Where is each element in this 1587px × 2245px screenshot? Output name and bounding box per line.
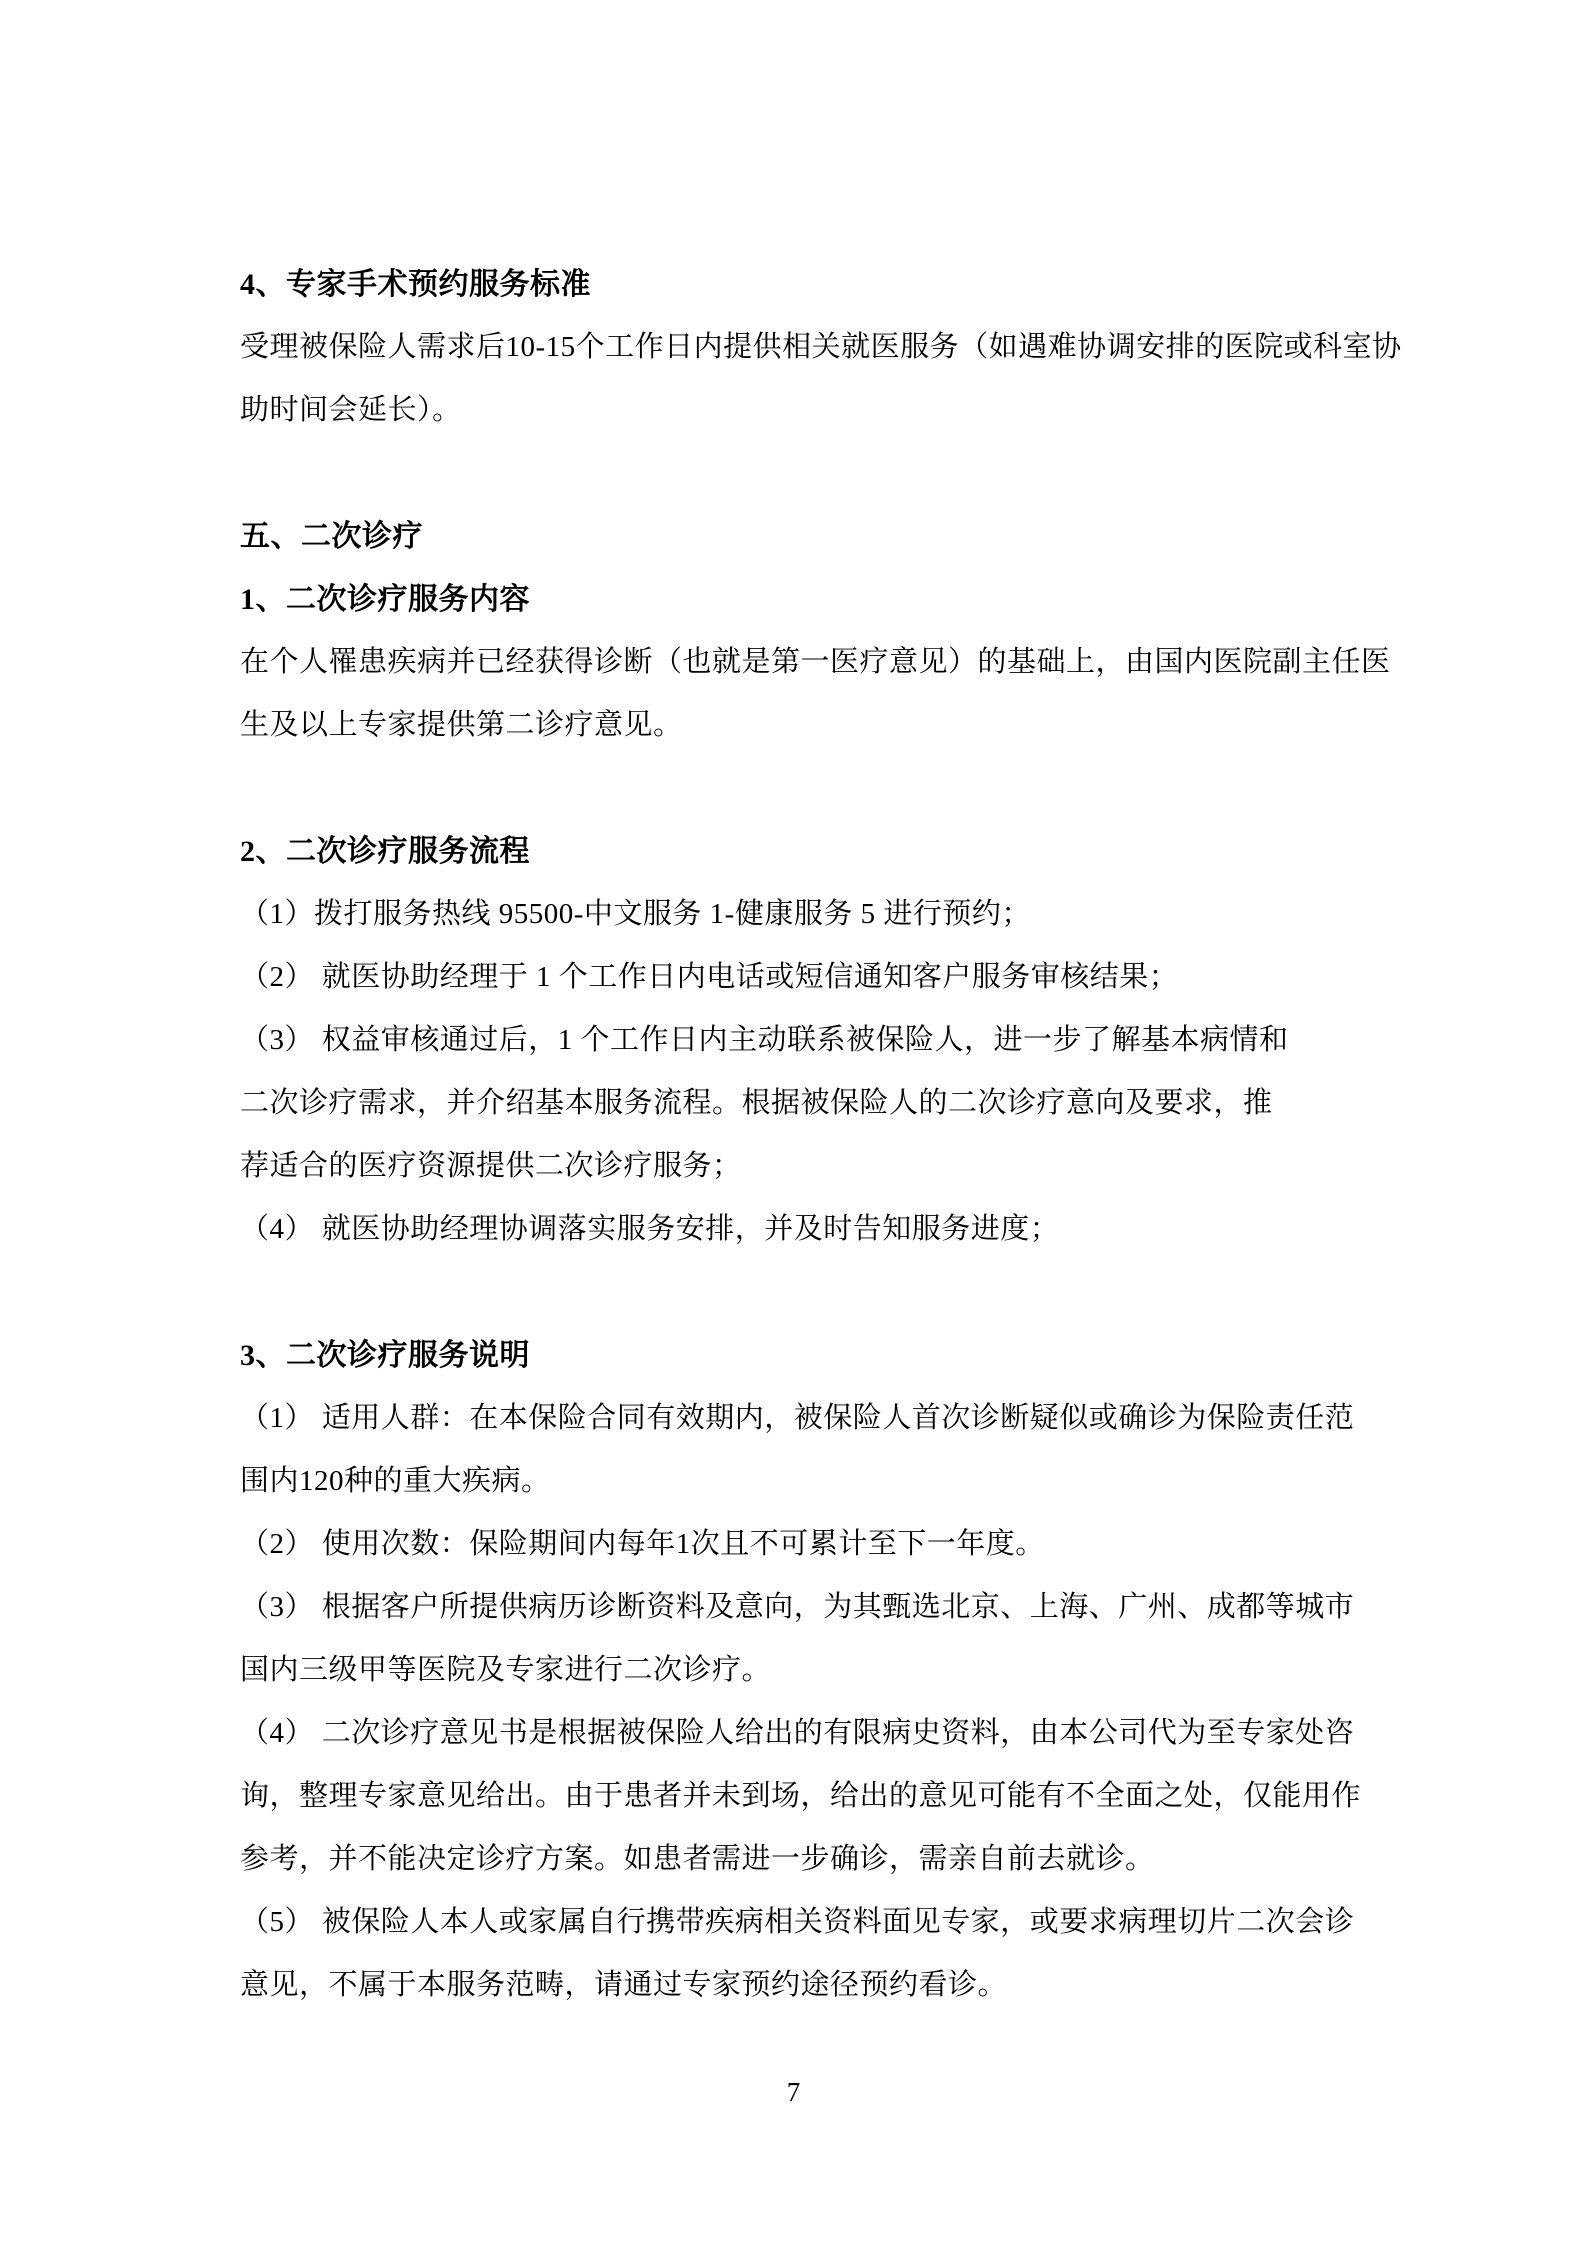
- list-item-line: 荐适合的医疗资源提供二次诊疗服务；: [240, 1150, 742, 1182]
- section-heading: 2、二次诊疗服务流程: [240, 835, 530, 868]
- list-item-line: （2） 使用次数：保险期间内每年1次且不可累计至下一年度。: [240, 1528, 1045, 1560]
- list-item-line: 意见，不属于本服务范畴，请通过专家预约途径预约看诊。: [240, 1969, 1008, 2001]
- paragraph-line: 在个人罹患疾病并已经获得诊断（也就是第一医疗意见）的基础上，由国内医院副主任医: [240, 646, 1391, 678]
- list-item-line: 国内三级甲等医院及专家进行二次诊疗。: [240, 1654, 772, 1686]
- spacer: [240, 442, 1430, 505]
- list-item-line: （4） 二次诊疗意见书是根据被保险人给出的有限病史资料，由本公司代为至专家处咨: [240, 1717, 1355, 1749]
- section-heading: 4、专家手术预约服务标准: [240, 268, 591, 301]
- document-body: [240, 253, 1430, 2017]
- section-heading: 五、二次诊疗: [240, 520, 423, 553]
- list-item-line: （1） 适用人群：在本保险合同有效期内，被保险人首次诊断疑似或确诊为保险责任范: [240, 1402, 1355, 1434]
- paragraph-line: 生及以上专家提供第二诊疗意见。: [240, 709, 683, 741]
- list-item-line: 围内120种的重大疾病。: [240, 1465, 551, 1497]
- list-item-line: （2） 就医协助经理于 1 个工作日内电话或短信通知客户服务审核结果；: [240, 961, 1179, 993]
- list-item-line: （5） 被保险人本人或家属自行携带疾病相关资料面见专家，或要求病理切片二次会诊: [240, 1906, 1355, 1938]
- spacer: [240, 757, 1430, 820]
- list-item-line: 二次诊疗需求，并介绍基本服务流程。根据被保险人的二次诊疗意向及要求，推: [240, 1087, 1273, 1119]
- list-item-line: （3） 根据客户所提供病历诊断资料及意向，为其甄选北京、上海、广州、成都等城市: [240, 1591, 1355, 1623]
- section-heading: 1、二次诊疗服务内容: [240, 583, 530, 616]
- section-heading: 3、二次诊疗服务说明: [240, 1339, 530, 1372]
- spacer: [240, 1261, 1430, 1324]
- page-number: 7: [786, 2077, 801, 2107]
- list-item-line: （1）拨打服务热线 95500-中文服务 1-健康服务 5 进行预约；: [240, 898, 1031, 930]
- paragraph-line: 受理被保险人需求后10-15个工作日内提供相关就医服务（如遇难协调安排的医院或科室协: [240, 331, 1402, 363]
- list-item-line: （3） 权益审核通过后，1 个工作日内主动联系被保险人，进一步了解基本病情和: [240, 1024, 1289, 1056]
- list-item-line: 询，整理专家意见给出。由于患者并未到场，给出的意见可能有不全面之处，仅能用作: [240, 1780, 1362, 1812]
- paragraph-line: 助时间会延长）。: [240, 394, 462, 426]
- list-item-line: 参考，并不能决定诊疗方案。如患者需进一步确诊，需亲自前去就诊。: [240, 1843, 1155, 1875]
- list-item-line: （4） 就医协助经理协调落实服务安排，并及时告知服务进度；: [240, 1213, 1060, 1245]
